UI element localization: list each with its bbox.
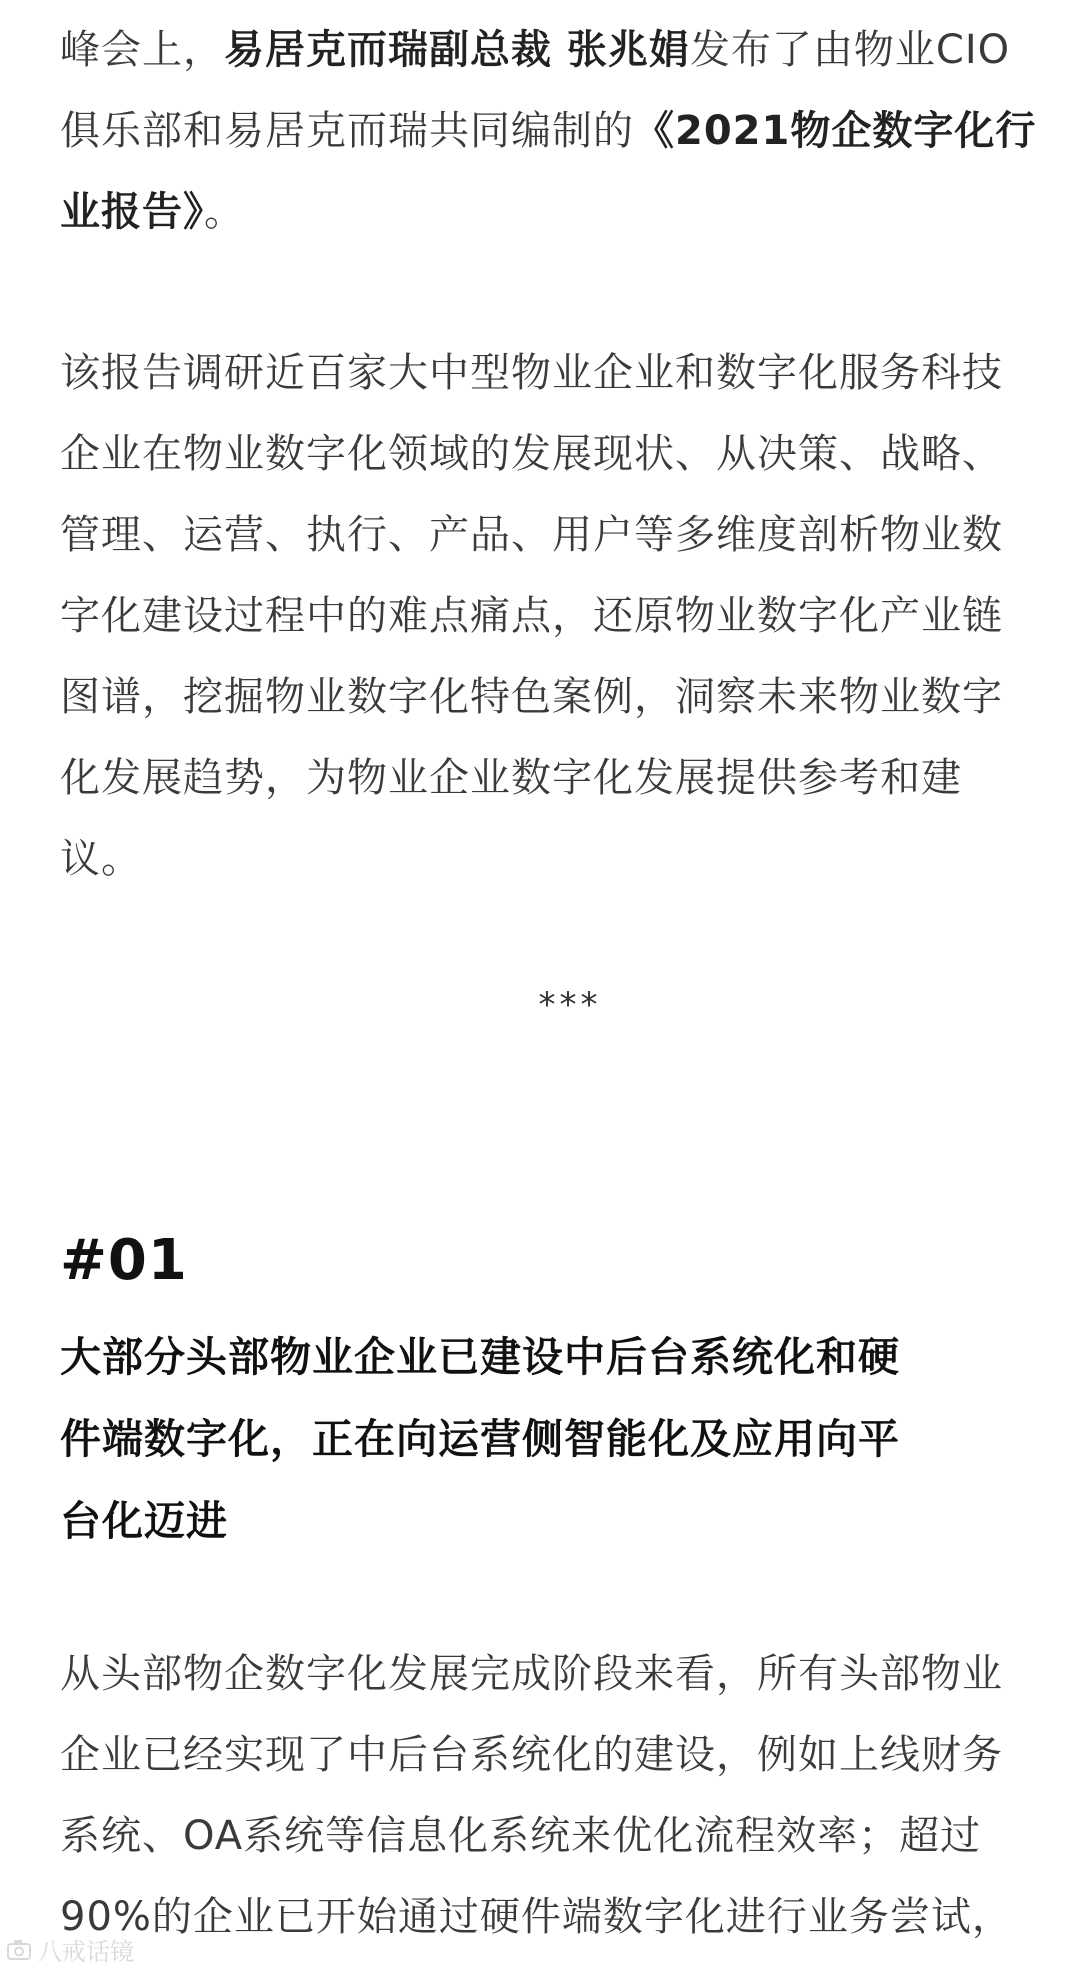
- section-title-line: 件端数字化，正在向运营侧智能化及应用向平: [60, 1415, 900, 1463]
- section-title-line: 台化迈进: [60, 1497, 228, 1545]
- intro-text: 俱乐部和易居克而瑞共同编制的: [60, 108, 634, 154]
- section-body-paragraph: [60, 1634, 1013, 1958]
- intro-line-3: [60, 172, 1036, 253]
- paragraph-line: 从头部物企数字化发展完成阶段来看，所有头部物业: [60, 1651, 1003, 1697]
- speaker-name: 易居克而瑞副总裁 张兆娟: [224, 27, 690, 73]
- intro-text: 峰会上，: [60, 27, 224, 73]
- paragraph-line: 图谱，挖掘物业数字化特色案例，洞察未来物业数字: [60, 674, 1003, 720]
- intro-text: 。: [204, 189, 245, 235]
- camera-logo-icon: [6, 1938, 34, 1962]
- report-title: 《2021物企数字化行: [634, 108, 1037, 154]
- paragraph-line: 企业已经实现了中后台系统化的建设，例如上线财务: [60, 1732, 1003, 1778]
- paragraph-line: 化发展趋势，为物业企业数字化发展提供参考和建: [60, 755, 962, 801]
- paragraph-line: 议。: [60, 836, 142, 882]
- paragraph-line: 企业在物业数字化领域的发展现状、从决策、战略、: [60, 431, 1003, 477]
- intro-text: 发布了由物业CIO: [689, 27, 1011, 73]
- paragraph-line: 管理、运营、执行、产品、用户等多维度剖析物业数: [60, 512, 1003, 558]
- paragraph-line: 字化建设过程中的难点痛点，还原物业数字化产业链: [60, 593, 1003, 639]
- intro-line-2: [60, 91, 1036, 172]
- paragraph-line: 该报告调研近百家大中型物业企业和数字化服务科技: [60, 350, 1003, 396]
- paragraph-line: 系统、OA系统等信息化系统来优化流程效率；超过: [60, 1813, 982, 1859]
- intro-paragraph: [60, 10, 1036, 253]
- watermark: [6, 1932, 134, 1967]
- paragraph-line: 90%的企业已开始通过硬件端数字化进行业务尝试，: [60, 1894, 1013, 1940]
- report-summary-paragraph: [60, 333, 1003, 900]
- section-title: [60, 1316, 900, 1562]
- section-title-line: 大部分头部物业企业已建设中后台系统化和硬: [60, 1333, 900, 1381]
- section-divider: ***: [538, 985, 602, 1025]
- intro-line-1: [60, 10, 1036, 91]
- watermark-text: 八戒话镜: [38, 1939, 134, 1966]
- report-title-cont: 业报告》: [60, 189, 204, 235]
- section-number: #01: [60, 1228, 188, 1293]
